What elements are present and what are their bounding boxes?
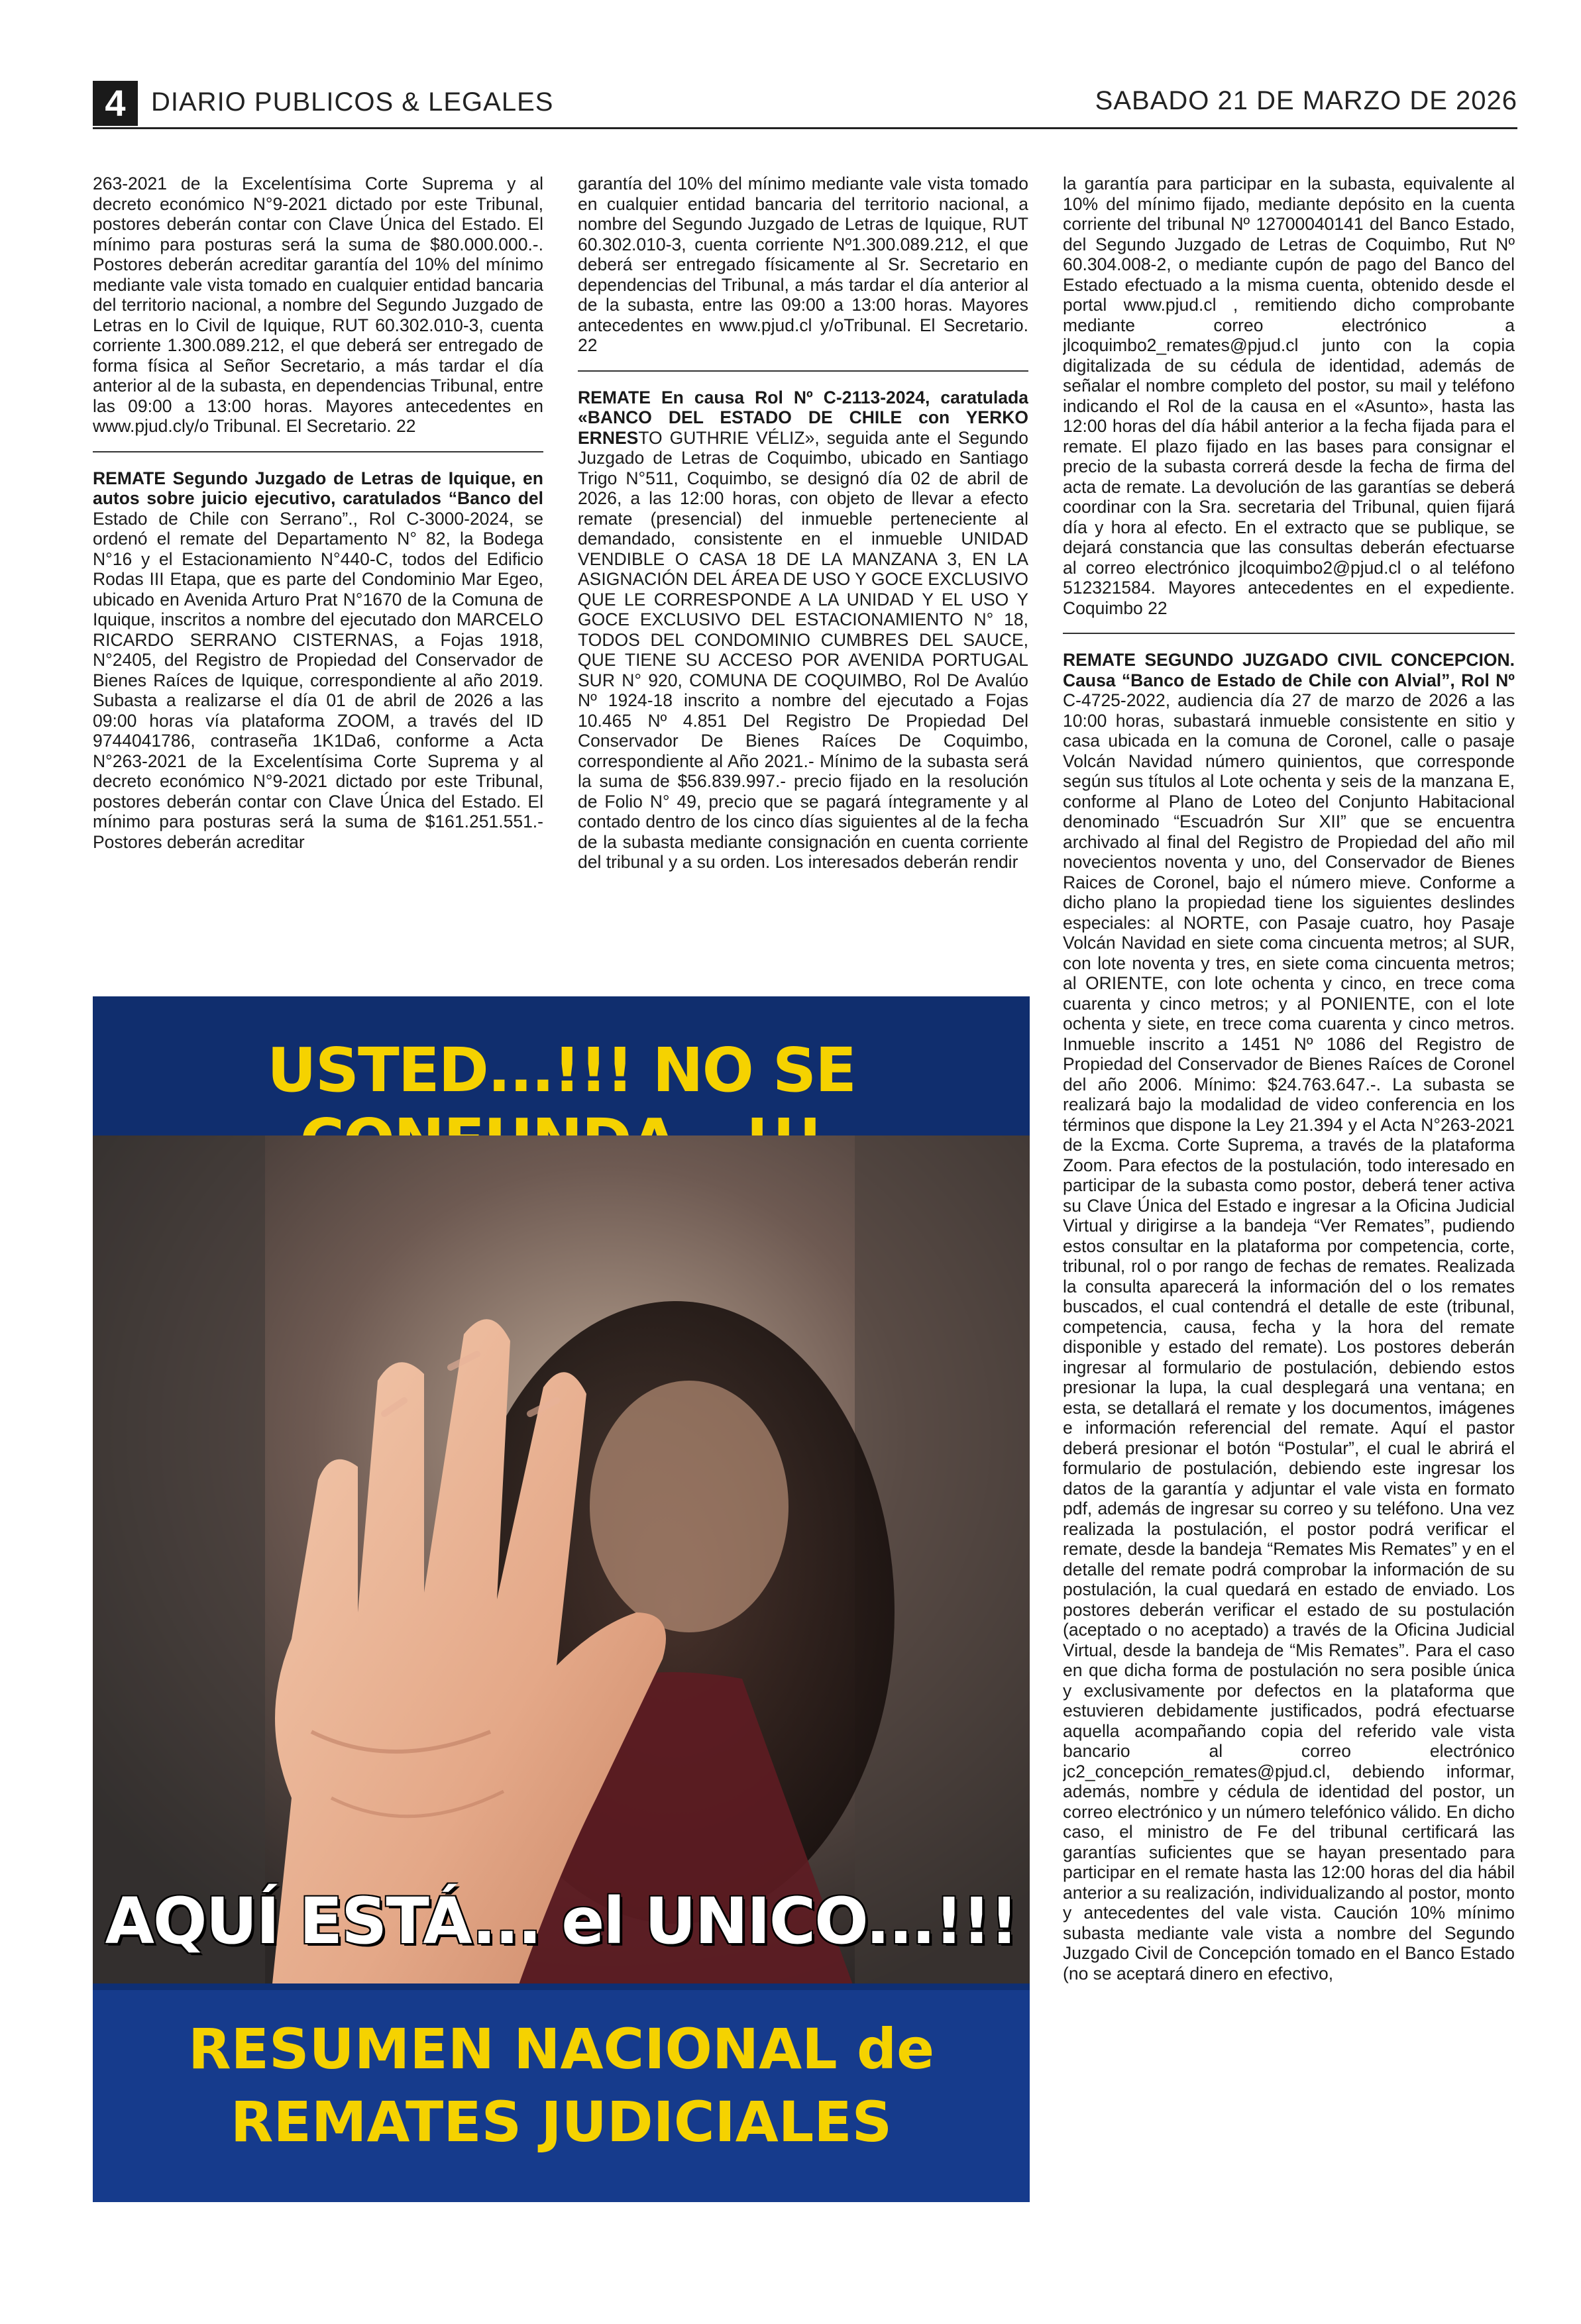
notice-body: la garantía para participar en la subasta, equivalente al 10% del mínimo fijado, mediante depósito en la cuenta corriente del tribunal Nº 12700040141 del Banco Estado, del Segundo Juzgado de Letras de Coquimbo, Rut Nº 60.304.008-2, o mediante cupón de pago del Banco del Estado efectuado a la misma cuenta, obtenido desde el portal www.pjud.cl , remitiendo dicho comprobante mediante correo electrónico a jlcoquimbo2_remates@pjud.cl junto con la copia digitalizada de su cédula de identidad, además de señalar el nombre completo del postor, su mail y teléfono indicando el Rol de la causa en el «Asunto», hasta las 12:00 horas del día hábil anterior a la fecha fijada para el remate. El plazo fijado en las bases para consignar el precio de la subasta correrá desde la fecha de firma del acta de remate. La devolución de las garantías se deberá coordinar con la Sra. secretaria del Tribunal, quien fijará día y hora al efecto. En el extracto que se publique, se dejará constancia que las consultas deberán efectuarse al correo electrónico jlcoquimbo2@pjud.cl o al teléfono 512321584. Mayores antecedentes en el expediente. Coquimbo 22 (1063, 174, 1515, 618)
notice-body: 263-2021 de la Excelentísima Corte Suprema y al decreto económico N°9-2021 dictado por este Tribunal, postores deberán contar con Clave Única del Estado. El mínimo para posturas será la suma de $80.000.000.-. Postores deberán acreditar garantía del 10% del mínimo mediante vale vista tomado en cualquier entidad bancaria del territorio nacional, a nombre del Segundo Juzgado de Letras en lo Civil de Iquique, RUT 60.302.010-3, cuenta corriente 1.300.089.212, el que deberá ser entregado de forma física al Señor Secretario, a más tardar el día anterior al de la subasta, en dependencias Tribunal, entre las 09:00 a 13:00 horas. Mayores antecedentes en www.pjud.cly/o Tribunal. El Secretario. 22 (93, 174, 543, 436)
ad-headline: USTED...!!! NO SE (266, 1035, 856, 1106)
notice-body: garantía del 10% del mínimo mediante vale vista tomado en cualquier entidad bancaria del territorio nacional, a nombre del Segundo Juzgado de Letras de Iquique, RUT 60.302.010-3, cuenta corriente Nº1.300.089.212, el que deberá ser entregado físicamente al Sr. Secretario en dependencias del Tribunal, a más tardar el día anterior al de la subasta, entre las 09:00 a 13:00 horas. Mayores antecedentes en www.pjud.cl y/oTribunal. El Secretario. 22 (578, 174, 1028, 355)
ad-tagline: AQUÍ ESTÁ... el UNICO...!!! (105, 1884, 1018, 1958)
legal-notice (578, 388, 1028, 887)
issue-date: SABADO 21 DE MARZO DE 2026 (1095, 86, 1517, 115)
notice-body: TO GUTHRIE VÉLIZ», seguida ante el Segundo Juzgado de Letras de Coquimbo, ubicado en Santiago Trigo N°511, Coquimbo, se designó día 02 de abril de 2026, a las 12:00 horas, con objeto de llevar a efecto remate (presencial) del inmueble perteneciente al demandado, consistente en el inmueble UNIDAD VENDIBLE O CASA 18 DE LA MANZANA 3, EN LA ASIGNACIÓN DEL ÁREA DE USO Y GOCE EXCLUSIVO QUE LE CORRESPONDE A LA UNIDAD Y EL USO Y GOCE EXCLUSIVO DEL ESTACIONAMIENTO N° 18, TODOS DEL CONDOMINIO CUMBRES DEL SAUCE, QUE TIENE SU ACCESO POR AVENIDA PORTUGAL SUR N° 920, COMUNA DE COQUIMBO, Rol De Avalúo Nº 1924-18 inscrito a nombre del ejecutado a Fojas 10.465 Nº 4.851 Del Registro De Propiedad Del Conservador De Bienes Raíces De Coquimbo, correspondiente al Año 2021.- Mínimo de la subasta será la suma de $56.839.997.- precio fijado en la resolución de Folio N° 49, precio que se pagará íntegramente y al contado dentro de los cinco días siguientes al de la fecha de la subasta mediante consignación en cuenta corriente del tribunal y a su orden. Los interesados deberán rendir (578, 427, 1028, 872)
column-2 (578, 174, 1028, 975)
advertisement (93, 996, 1030, 2202)
column-1 (93, 174, 543, 975)
notice-body: Estado de Chile con Serrano”., Rol C-3000-2024, se ordenó el remate del Departamento N° 82, la Bodega N°16 y el Estacionamiento N°440-C, todos del Edificio Rodas III Etapa, que es parte del Condominio Mar Egeo, ubicado en Avenida Arturo Prat N°1670 de la Comuna de Iquique, inscritos a nombre del ejecutado don MARCELO RICARDO SERRANO CISTERNAS, a Fojas 1918, N°2405, del Registro de Propiedad del Conservador de Bienes Raíces de Iquique, correspondiente al año 2019. Subasta a realizarse el día 01 de abril de 2026 a las 09:00 horas vía plataforma ZOOM, a través del ID 9744041786, contraseña 1K1Da6, conforme a Acta N°263-2021 de la Excelentísima Corte Suprema y al decreto económico N°9-2021 dictado por este Tribunal, postores deberán contar con Clave Única del Estado. El mínimo para posturas será la suma de $161.251.551.- Postores deberán acreditar (93, 508, 543, 852)
ad-title-line-2: REMATES JUDICIALES (230, 2089, 893, 2154)
ad-top-banner (93, 996, 1030, 1136)
legal-notice (1063, 174, 1515, 634)
page-number: 4 (93, 81, 138, 126)
ad-bottom-banner (93, 1990, 1030, 2202)
legal-notice (93, 174, 543, 452)
notice-text (578, 388, 1028, 872)
legal-notice (93, 468, 543, 867)
notice-text (93, 468, 543, 853)
notice-text (1063, 650, 1515, 1983)
notice-body: C-4725-2022, audiencia día 27 de marzo de 2026 a las 10:00 horas, subastará inmueble consistente en sitio y casa ubicada en la comuna de Coronel, calle o pasaje Volcán Navidad número quinientos, que corresponde según sus títulos al Lote ochenta y seis de la manzana E, conforme al Plano de Loteo del Conjunto Habitacional denominado “Escuadrón Sur XII” que se encuentra archivado al final del Registro de Propiedad del año mil novecientos noventa y uno, del Conservador de Bienes Raices de Coronel, bajo el número mieve. Conforme a dicho plano la propiedad tiene los siguientes deslindes especiales: al NORTE, con Pasaje cuatro, hoy Pasaje Volcán Navidad en siete coma cincuenta metros; al SUR, con lote noventa y tres, en siete coma cincuenta metros; al ORIENTE, con lote ochenta y cinco, en trece coma cuarenta y cinco metros; y al PONIENTE, con el lote ochenta y siete, en trece coma cuarenta y cinco metros. Inmueble inscrito a 1451 Nº 1086 del Registro de Propiedad del Conservador de Bienes Raíces de Coronel del año 2006. Mínimo: $24.763.647.-. La subasta se realizará bajo la modalidad de video conferencia en los términos que dispone la Ley 21.394 y el Acta N°263-2021 de la Excma. Corte Suprema, a través de la plataforma Zoom. Para efectos de la postulación, todo interesado en participar de la subasta como postor, deberá tener activa su Clave Única del Estado e ingresar a la Oficina Judicial Virtual y dirigirse a la bandeja “Ver Remates”, pudiendo estos consultar en la plataforma por competencia, corte, tribunal, rol o por rango de fechas de remates. Realizada la consulta aparecerá la información del o los remates buscados, el cual contendrá el detalle de este (tribunal, competencia, causa, fecha y la hora del remate disponible y estado del remate). Los postores deberán ingresar al formulario de postulación, debiendo estos presionar la lupa, la cual desplegará una ventana; en esta, se detallará el remate y los documentos, imágenes e información referencial del remate. Aquí el pastor deberá presionar el botón “Postular”, el cual le abrirá el formulario de postulación, debiendo este ingresar los datos de la garantía y adjuntar el vale vista en formato pdf, además de ingresar su correo y su teléfono. Una vez realizada la postulación, el postor podrá verificar el remate, desde la bandeja “Remates Mis Remates” y en el detalle del remate podrá comprobar la información de su postulación, la cual quedará en estado de enviado. Los postores deberán verificar el estado de su postulación (aceptado o no aceptado) a través de la Oficina Judicial Virtual, desde la bandeja de “Mis Remates”. Para el caso en que dicha forma de postulación no sera posible única y exclusivamente por defectos en la plataforma que estuvieren debidamente justificados, podrá efectuarse aquella acompañando copia del referido vale vista bancario al correo electrónico jc2_concepción_remates@pjud.cl, debiendo informar, además, nombre y cédula de identidad del postor, un correo electrónico y un número telefónico válido. En dicho caso, el ministro de Fe del tribunal certificará las garantías suficientes que se hayan presentado para participar en el remate hasta las 12:00 horas del dia hábil anterior a su realización, individualizando al postor, monto y antecedentes del vale vista. Caución 10% mínimo subasta mediante vale vista a nombre del Segundo Juzgado Civil de Concepción tomado en el Banco Estado (no se aceptará dinero en efectivo, (1063, 690, 1515, 1983)
notice-heading: REMATE Segundo Juzgado de Letras de Iquique, en autos sobre juicio ejecutivo, caratulados “Banco del (93, 468, 543, 508)
ad-title-line-1: RESUMEN NACIONAL de (188, 2017, 935, 2082)
legal-notice (1063, 650, 1515, 1998)
notice-heading: REMATE En causa Rol Nº C-2113-2024, caratulada «BANCO DEL ESTADO DE CHILE con YERKO ERNES (578, 387, 1028, 448)
newspaper-name: DIARIO PUBLICOS & LEGALES (151, 87, 554, 117)
notice-heading: REMATE SEGUNDO JUZGADO CIVIL CONCEPCION. Causa “Banco de Estado de Chile con Alvial”, Rol Nº (1063, 650, 1515, 690)
legal-notice (578, 174, 1028, 372)
page-header (93, 81, 1517, 129)
column-3 (1063, 174, 1515, 2294)
hand-illustration-icon (93, 1136, 1030, 1983)
raised-hand-photo (93, 1136, 1030, 1983)
